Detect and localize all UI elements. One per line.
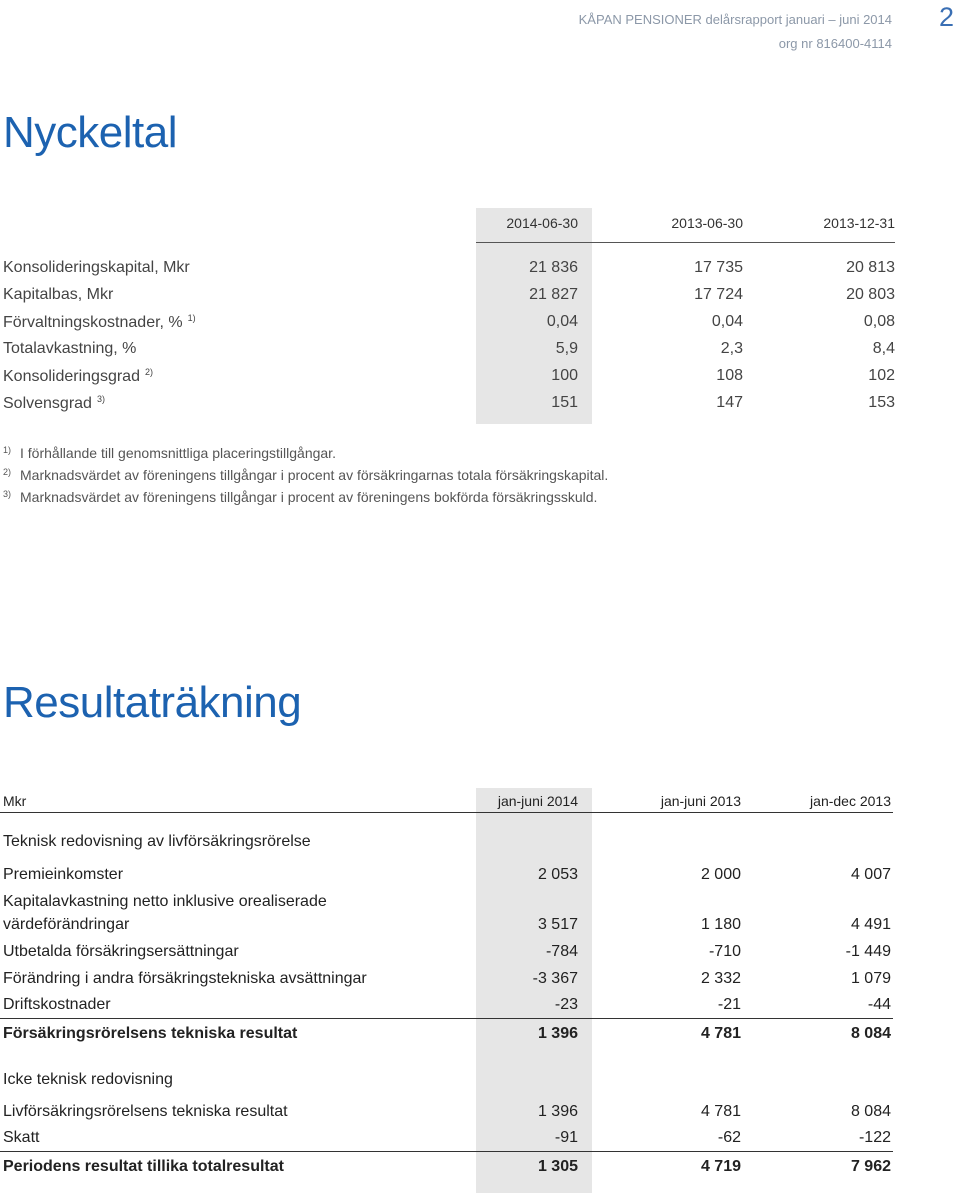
row-label: Kapitalavkastning netto inklusive orealiserade <box>3 893 327 910</box>
cell-value: 2 053 <box>537 866 578 883</box>
cell-value: 20 813 <box>846 259 895 276</box>
header-rule <box>0 812 893 813</box>
cell-value: -710 <box>708 943 741 960</box>
cell-value: 153 <box>868 394 895 411</box>
cell-value: 1 396 <box>537 1025 578 1042</box>
cell-value: -784 <box>545 943 578 960</box>
cell-value: 1 180 <box>700 916 741 933</box>
footnote-ref: 1) <box>187 313 196 323</box>
subtotal-rule <box>0 1018 893 1019</box>
cell-value: 21 827 <box>529 286 578 303</box>
subtotal-rule <box>0 1151 893 1152</box>
footnote-text: I förhållande till genomsnittliga placeringstillgångar. <box>20 445 336 461</box>
cell-value: 2 000 <box>700 866 741 883</box>
table-row <box>0 313 895 339</box>
cell-value: 102 <box>868 367 895 384</box>
footnote-marker: 1) <box>3 445 12 455</box>
row-label: Driftskostnader <box>3 996 111 1013</box>
cell-value: 8 084 <box>850 1103 891 1120</box>
cell-value: 100 <box>551 367 578 384</box>
row-label: Livförsäkringsrörelsens tekniska resultat <box>3 1103 288 1120</box>
cell-value: 4 781 <box>700 1103 741 1120</box>
row-label: Solvensgrad $^{3)}$ <box>3 394 105 412</box>
cell-value: -23 <box>554 996 578 1013</box>
footnote-text: Marknadsvärdet av föreningens tillgångar i procent av försäkringarnas totala försäkringskapital. <box>20 467 609 483</box>
row-label: Förvaltningskostnader, % $^{1)}$ <box>3 313 196 331</box>
cell-value: 17 724 <box>694 286 743 303</box>
cell-value: 20 803 <box>846 286 895 303</box>
cell-value: 4 719 <box>700 1158 741 1175</box>
cell-value: 1 079 <box>850 970 891 987</box>
footnote-ref: 3) <box>96 394 105 404</box>
column-header: 2014-06-30 <box>506 215 578 231</box>
row-label: Premieinkomster <box>3 866 124 883</box>
cell-value: 21 836 <box>529 259 578 276</box>
header-rule <box>476 242 895 243</box>
cell-value: -122 <box>858 1129 891 1146</box>
row-label: Periodens resultat tillika totalresultat <box>3 1158 284 1175</box>
column-header: jan-juni 2013 <box>660 793 741 809</box>
cell-value: 4 007 <box>850 866 891 883</box>
table-row <box>0 286 895 312</box>
footnote-ref: 2) <box>144 367 153 377</box>
row-label-continued: värdeförändringar <box>3 916 130 933</box>
unit-label: Mkr <box>3 793 27 809</box>
cell-value: 8 084 <box>850 1025 891 1042</box>
cell-value: 5,9 <box>555 340 578 357</box>
column-header: 2013-06-30 <box>671 215 743 231</box>
cell-value: -1 449 <box>845 943 891 960</box>
footnote-marker: 3) <box>3 489 12 499</box>
cell-value: -21 <box>717 996 741 1013</box>
cell-value: 1 305 <box>537 1158 578 1175</box>
page-number: 2 <box>938 2 954 32</box>
table-row <box>0 394 895 420</box>
row-label: Totalavkastning, % <box>3 340 137 357</box>
table-row <box>0 340 895 366</box>
column-header: jan-juni 2014 <box>497 793 578 809</box>
footnote-marker: 2) <box>3 467 12 477</box>
cell-value: 8,4 <box>872 340 895 357</box>
nyckeltal-heading: Nyckeltal <box>3 108 177 157</box>
table-row <box>0 259 895 285</box>
cell-value: 0,04 <box>546 313 578 330</box>
report-title: KÅPAN PENSIONER delårsrapport januari – juni 2014 <box>578 12 892 27</box>
row-label: Försäkringsrörelsens tekniska resultat <box>3 1025 298 1042</box>
cell-value: 7 962 <box>850 1158 891 1175</box>
cell-value: 2 332 <box>700 970 741 987</box>
cell-value: -62 <box>717 1129 741 1146</box>
cell-value: 3 517 <box>537 916 578 933</box>
cell-value: 0,04 <box>711 313 743 330</box>
cell-value: 0,08 <box>863 313 895 330</box>
resultat-heading: Resultaträkning <box>3 678 302 727</box>
footnote-text: Marknadsvärdet av föreningens tillgångar i procent av föreningens bokförda försäkringsskuld. <box>20 489 598 505</box>
cell-value: 108 <box>716 367 743 384</box>
cell-value: -3 367 <box>532 970 578 987</box>
cell-value: 147 <box>716 394 743 411</box>
cell-value: 17 735 <box>694 259 743 276</box>
cell-value: 1 396 <box>537 1103 578 1120</box>
row-label: Utbetalda försäkringsersättningar <box>3 943 239 960</box>
cell-value: 4 781 <box>700 1025 741 1042</box>
table-row <box>0 367 895 393</box>
cell-value: 2,3 <box>720 340 743 357</box>
row-label: Konsolideringskapital, Mkr <box>3 259 190 276</box>
row-label: Konsolideringsgrad $^{2)}$ <box>3 367 153 385</box>
column-header: 2013-12-31 <box>823 215 895 231</box>
resultat-table: Mkr jan-juni 2014 jan-juni 2013 jan-dec 2013 Teknisk redovisning av livförsäkringsrörelse Premieinkomster 2 053 2 000 4 007 Kapitalavkastning netto inklusive orealiserade värdeförändringar 3 517 1 180 4 491 Utbetalda försäkringsersättningar -784 -710 -1 449 Förändring i andra försäkringstekniska avsättningar -3 367 2 332 1 079 Driftskostnader -23 -21 -44 Försäkringsrörelsens tekniska resultat 1 396 4 781 8 084 Icke teknisk redovisning Livförsäkringsrörelsens tekniska resultat 1 396 4 781 8 084 Skatt -91 -62 -122 Periodens resultat tillika totalresultat 1 305 4 719 7 962 <box>0 788 893 1193</box>
row-label: Kapitalbas, Mkr <box>3 286 114 303</box>
row-label: Skatt <box>3 1129 40 1146</box>
cell-value: 4 491 <box>850 916 891 933</box>
row-label: Förändring i andra försäkringstekniska avsättningar <box>3 970 367 987</box>
nyckeltal-table <box>0 208 895 424</box>
column-header: jan-dec 2013 <box>810 793 891 809</box>
cell-value: -44 <box>867 996 891 1013</box>
cell-value: 151 <box>551 394 578 411</box>
cell-value: -91 <box>554 1129 578 1146</box>
org-number: org nr 816400-4114 <box>778 36 892 51</box>
